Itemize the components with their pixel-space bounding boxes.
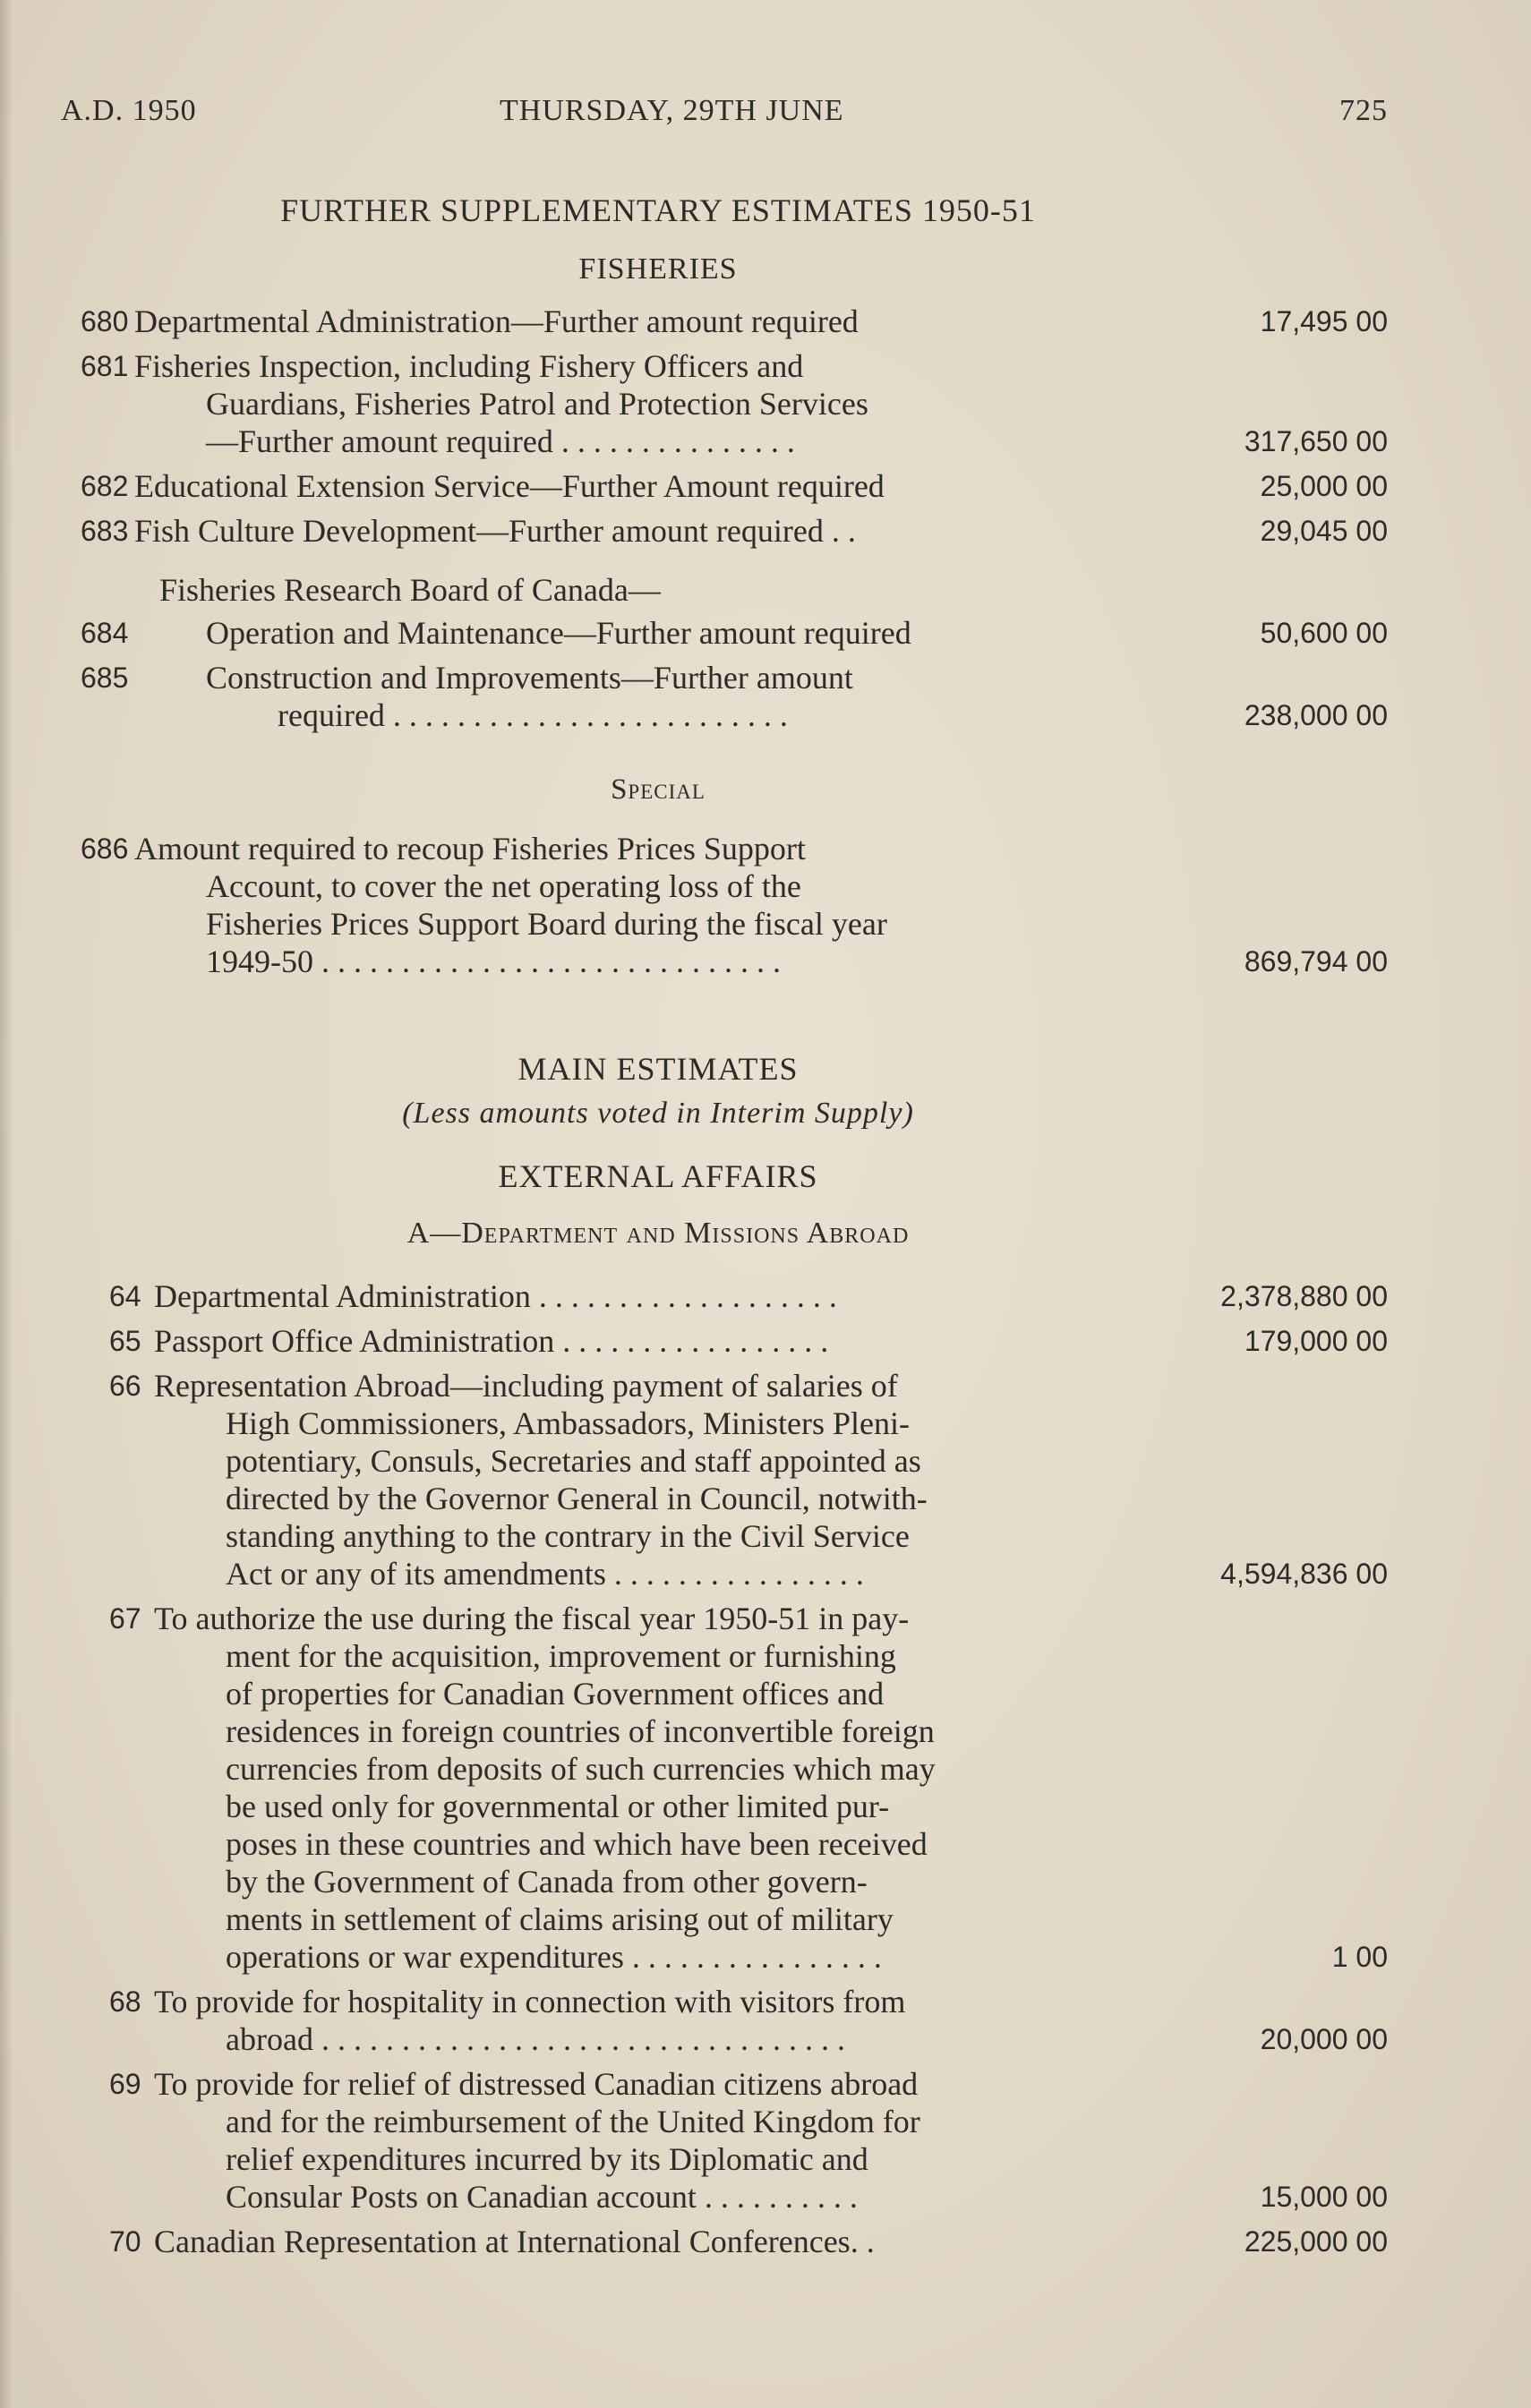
item-amount: 238,000 00 xyxy=(1244,699,1388,731)
vote-number: 68 xyxy=(109,1985,141,2018)
item-amount: 20,000 00 xyxy=(1260,2023,1388,2055)
item-text-line: by the Government of Canada from other govern- xyxy=(226,1864,868,1900)
item-description xyxy=(134,347,1119,460)
item-text-line: Passport Office Administration . . . . . . . . . . . . . . . . . xyxy=(154,1323,829,1359)
item-text-line: Act or any of its amendments . . . . . . . . . . . . . . . . xyxy=(226,1556,864,1592)
item-text-line: Fisheries Prices Support Board during the fiscal year xyxy=(206,906,887,942)
item-amount: 17,495 00 xyxy=(1260,305,1388,337)
section-heading-fisheries: FISHERIES xyxy=(578,252,738,286)
item-text-line: operations or war expenditures . . . . . . . . . . . . . . . . xyxy=(226,1939,882,1975)
item-text-line: abroad . . . . . . . . . . . . . . . . . . . . . . . . . . . . . . . . . xyxy=(226,2021,845,2057)
estimate-item xyxy=(81,467,1406,505)
item-text-line: Departmental Administration—Further amount required xyxy=(134,303,859,339)
item-text-line: Canadian Representation at International Conferences. . xyxy=(154,2224,875,2259)
estimate-item xyxy=(109,1322,1406,1360)
item-amount: 869,794 00 xyxy=(1244,945,1388,978)
estimate-item xyxy=(109,1277,1406,1315)
item-text-line: High Commissioners, Ambassadors, Ministers Pleni- xyxy=(226,1405,910,1441)
document-title: FURTHER SUPPLEMENTARY ESTIMATES 1950-51 xyxy=(280,192,1036,228)
vote-number: 682 xyxy=(81,470,129,502)
item-text-line: Operation and Maintenance—Further amount required xyxy=(206,615,911,651)
main-estimates-subheading: (Less amounts voted in Interim Supply) xyxy=(402,1097,914,1130)
item-description xyxy=(154,2065,1139,2216)
item-text-line: Construction and Improvements—Further amount xyxy=(206,660,853,696)
item-amount: 179,000 00 xyxy=(1244,1325,1388,1357)
vote-number: 684 xyxy=(81,617,129,649)
item-amount: 25,000 00 xyxy=(1260,470,1388,502)
item-text-line: Representation Abroad—including payment of salaries of xyxy=(154,1368,898,1404)
section-heading-special: Special xyxy=(611,773,706,806)
item-text-line: standing anything to the contrary in the Civil Service xyxy=(226,1518,910,1554)
item-text-line: Fish Culture Development—Further amount required . . xyxy=(134,513,856,549)
item-text-line: Fisheries Inspection, including Fishery Officers and xyxy=(134,348,804,384)
item-amount: 50,600 00 xyxy=(1260,617,1388,649)
item-text-line: potentiary, Consuls, Secretaries and staff appointed as xyxy=(226,1443,921,1479)
header-date: THURSDAY, 29TH JUNE xyxy=(500,94,844,127)
vote-number: 683 xyxy=(81,515,129,547)
vote-number: 67 xyxy=(109,1602,141,1635)
item-text-line: required . . . . . . . . . . . . . . . . . . . . . . . . . xyxy=(278,697,788,733)
item-description xyxy=(134,614,1119,652)
vote-number: 64 xyxy=(109,1280,141,1312)
item-text-line: —Further amount required . . . . . . . . . . . . . . . xyxy=(206,423,795,459)
item-description xyxy=(154,1322,1139,1360)
section-heading-department-missions: A—Department and Missions Abroad xyxy=(406,1217,910,1250)
vote-number: 681 xyxy=(81,350,129,382)
item-text-line: residences in foreign countries of inconvertible foreign xyxy=(226,1713,935,1749)
main-estimates-heading: MAIN ESTIMATES xyxy=(517,1051,799,1087)
research-board-heading: Fisheries Research Board of Canada— xyxy=(159,572,661,608)
estimate-item xyxy=(81,512,1406,550)
item-amount: 15,000 00 xyxy=(1260,2181,1388,2213)
item-description xyxy=(154,1600,1139,1976)
item-text-line: of properties for Canadian Government offices and xyxy=(226,1676,885,1712)
special-items xyxy=(81,830,1406,980)
item-description xyxy=(134,512,1119,550)
item-description xyxy=(154,2223,1139,2260)
item-description xyxy=(154,1367,1139,1593)
item-text-line: relief expenditures incurred by its Diplomatic and xyxy=(226,2141,868,2177)
item-description xyxy=(134,467,1119,505)
page-content xyxy=(81,188,1406,2260)
item-amount: 4,594,836 00 xyxy=(1220,1558,1388,1590)
item-amount: 1 00 xyxy=(1331,1941,1388,1973)
item-text-line: Account, to cover the net operating loss of the xyxy=(206,868,801,904)
item-text-line: ment for the acquisition, improvement or furnishing xyxy=(226,1638,896,1674)
item-text-line: and for the reimbursement of the United Kingdom for xyxy=(226,2104,920,2139)
vote-number: 66 xyxy=(109,1370,141,1402)
item-description xyxy=(134,830,1119,980)
item-text-line: To authorize the use during the fiscal year 1950-51 in pay- xyxy=(154,1601,910,1636)
estimate-item xyxy=(81,830,1406,980)
estimate-item xyxy=(109,1600,1406,1976)
vote-number: 69 xyxy=(109,2068,141,2100)
item-amount: 2,378,880 00 xyxy=(1220,1280,1388,1312)
item-text-line: To provide for hospitality in connection with visitors from xyxy=(154,1984,906,2019)
research-items xyxy=(81,614,1406,734)
item-text-line: ments in settlement of claims arising out of military xyxy=(226,1901,894,1937)
item-text-line: directed by the Governor General in Council, notwith- xyxy=(226,1481,928,1516)
estimate-item xyxy=(109,1367,1406,1593)
item-text-line: be used only for governmental or other limited pur- xyxy=(226,1789,890,1824)
vote-number: 680 xyxy=(81,305,129,337)
item-amount: 317,650 00 xyxy=(1244,425,1388,457)
item-description xyxy=(154,1277,1139,1315)
item-text-line: Guardians, Fisheries Patrol and Protection Services xyxy=(206,386,868,422)
item-text-line: Consular Posts on Canadian account . . . . . . . . . . xyxy=(226,2179,858,2215)
main-items xyxy=(81,1277,1406,2260)
item-description xyxy=(134,303,1119,340)
estimate-item xyxy=(109,1983,1406,2058)
vote-number: 70 xyxy=(109,2225,141,2258)
page-header xyxy=(61,94,1386,139)
item-description xyxy=(154,1983,1139,2058)
vote-number: 65 xyxy=(109,1325,141,1357)
page-number: 725 xyxy=(1339,94,1388,127)
department-heading: EXTERNAL AFFAIRS xyxy=(498,1158,818,1194)
vote-number: 685 xyxy=(81,662,129,694)
item-text-line: To provide for relief of distressed Canadian citizens abroad xyxy=(154,2066,919,2102)
estimate-item xyxy=(81,303,1406,340)
estimate-item xyxy=(109,2065,1406,2216)
estimate-item xyxy=(81,659,1406,734)
item-text-line: Educational Extension Service—Further Amount required xyxy=(134,468,885,504)
item-text-line: poses in these countries and which have been received xyxy=(226,1826,928,1862)
item-amount: 225,000 00 xyxy=(1244,2225,1388,2258)
item-description xyxy=(134,659,1119,734)
header-year: A.D. 1950 xyxy=(61,94,197,127)
item-text-line: Departmental Administration . . . . . . . . . . . . . . . . . . . xyxy=(154,1278,837,1314)
vote-number: 686 xyxy=(81,833,129,865)
estimate-item xyxy=(109,2223,1406,2260)
item-text-line: Amount required to recoup Fisheries Prices Support xyxy=(134,831,806,867)
fisheries-items xyxy=(81,303,1406,550)
estimate-item xyxy=(81,347,1406,460)
estimate-item xyxy=(81,614,1406,652)
item-amount: 29,045 00 xyxy=(1260,515,1388,547)
item-text-line: 1949-50 . . . . . . . . . . . . . . . . . . . . . . . . . . . . . xyxy=(206,944,781,979)
item-text-line: currencies from deposits of such currencies which may xyxy=(226,1751,936,1787)
page-edge-shadow xyxy=(0,0,13,2408)
